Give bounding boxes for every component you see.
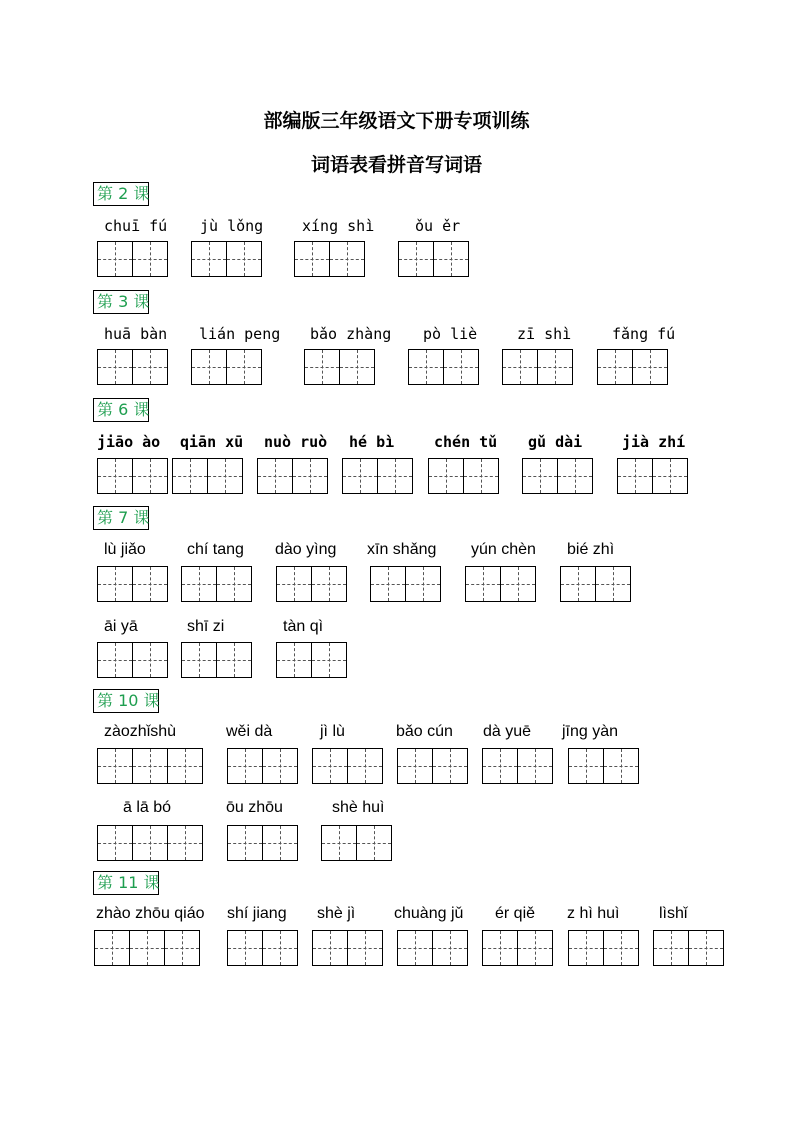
pinyin-prompt: bié zhì xyxy=(567,541,615,558)
tianzige-cell[interactable] xyxy=(617,458,653,494)
tianzige-cell[interactable] xyxy=(443,349,479,385)
page-title: 部编版三年级语文下册专项训练 xyxy=(263,110,530,132)
tianzige-cell[interactable] xyxy=(595,566,631,602)
tianzige-cell[interactable] xyxy=(597,349,633,385)
writing-grid[interactable] xyxy=(568,930,639,966)
writing-grid[interactable] xyxy=(397,748,468,784)
pinyin-prompt: shè jì xyxy=(317,905,356,922)
tianzige-cell[interactable] xyxy=(517,748,553,784)
lesson-label: 第 6 课 xyxy=(93,398,149,422)
tianzige-cell[interactable] xyxy=(347,930,383,966)
pinyin-prompt: ā lā bó xyxy=(123,799,172,816)
writing-grid[interactable] xyxy=(191,241,262,277)
tianzige-cell[interactable] xyxy=(568,930,604,966)
pinyin-prompt: ǒu ěr xyxy=(415,217,461,235)
lesson-label: 第 3 课 xyxy=(93,290,149,314)
pinyin-prompt: tàn qì xyxy=(283,618,324,635)
writing-grid[interactable] xyxy=(482,930,553,966)
pinyin-prompt: ōu zhōu xyxy=(226,799,283,816)
pinyin-prompt: bǎo zhàng xyxy=(310,325,392,343)
pinyin-prompt: chén tǔ xyxy=(434,433,498,451)
writing-grid[interactable] xyxy=(321,825,392,861)
writing-grid[interactable] xyxy=(227,748,298,784)
tianzige-cell[interactable] xyxy=(191,241,227,277)
tianzige-cell[interactable] xyxy=(312,930,348,966)
tianzige-cell[interactable] xyxy=(428,458,464,494)
tianzige-cell[interactable] xyxy=(568,748,604,784)
tianzige-cell[interactable] xyxy=(97,241,133,277)
tianzige-cell[interactable] xyxy=(292,458,328,494)
pinyin-prompt: zī shì xyxy=(517,325,572,343)
pinyin-prompt: dào yìng xyxy=(275,541,337,558)
tianzige-cell[interactable] xyxy=(191,349,227,385)
tianzige-cell[interactable] xyxy=(262,748,298,784)
tianzige-cell[interactable] xyxy=(97,748,133,784)
tianzige-cell[interactable] xyxy=(652,458,688,494)
writing-grid[interactable] xyxy=(97,458,168,494)
tianzige-cell[interactable] xyxy=(97,458,133,494)
tianzige-cell[interactable] xyxy=(688,930,724,966)
tianzige-cell[interactable] xyxy=(262,825,298,861)
pinyin-prompt: shí jiang xyxy=(227,905,287,922)
pinyin-prompt: dà yuē xyxy=(483,723,532,740)
tianzige-cell[interactable] xyxy=(632,349,668,385)
pinyin-prompt: jīng yàn xyxy=(562,723,619,740)
tianzige-cell[interactable] xyxy=(294,241,330,277)
lesson-label: 第 2 课 xyxy=(93,182,149,206)
writing-grid[interactable] xyxy=(560,566,631,602)
tianzige-cell[interactable] xyxy=(167,825,203,861)
tianzige-cell[interactable] xyxy=(167,748,203,784)
tianzige-cell[interactable] xyxy=(502,349,538,385)
writing-grid[interactable] xyxy=(97,825,203,861)
tianzige-cell[interactable] xyxy=(321,825,357,861)
tianzige-cell[interactable] xyxy=(164,930,200,966)
tianzige-cell[interactable] xyxy=(405,566,441,602)
writing-grid[interactable] xyxy=(181,566,252,602)
writing-grid[interactable] xyxy=(342,458,413,494)
tianzige-cell[interactable] xyxy=(537,349,573,385)
writing-grid[interactable] xyxy=(312,930,383,966)
pinyin-prompt: z hì huì xyxy=(567,905,620,922)
pinyin-prompt: zhào zhōu qiáo xyxy=(96,905,205,922)
pinyin-prompt: shī zi xyxy=(187,618,225,635)
tianzige-cell[interactable] xyxy=(329,241,365,277)
tianzige-cell[interactable] xyxy=(408,349,444,385)
tianzige-cell[interactable] xyxy=(653,930,689,966)
tianzige-cell[interactable] xyxy=(517,930,553,966)
tianzige-cell[interactable] xyxy=(463,458,499,494)
tianzige-cell[interactable] xyxy=(339,349,375,385)
writing-grid[interactable] xyxy=(97,349,168,385)
pinyin-prompt: nuò ruò xyxy=(264,433,328,451)
tianzige-cell[interactable] xyxy=(557,458,593,494)
writing-grid[interactable] xyxy=(227,930,298,966)
tianzige-cell[interactable] xyxy=(276,642,312,678)
pinyin-prompt: lián peng xyxy=(199,325,281,343)
tianzige-cell[interactable] xyxy=(356,825,392,861)
pinyin-prompt: pò liè xyxy=(423,325,478,343)
tianzige-cell[interactable] xyxy=(397,748,433,784)
tianzige-cell[interactable] xyxy=(97,349,133,385)
pinyin-prompt: lìshǐ xyxy=(659,905,688,922)
pinyin-prompt: hé bì xyxy=(349,433,395,451)
tianzige-cell[interactable] xyxy=(216,566,252,602)
tianzige-cell[interactable] xyxy=(304,349,340,385)
tianzige-cell[interactable] xyxy=(97,825,133,861)
pinyin-prompt: chí tang xyxy=(187,541,244,558)
writing-grid[interactable] xyxy=(172,458,243,494)
pinyin-prompt: ér qiě xyxy=(495,905,536,922)
tianzige-cell[interactable] xyxy=(603,930,639,966)
pinyin-prompt: gǔ dài xyxy=(528,433,583,451)
tianzige-cell[interactable] xyxy=(347,748,383,784)
pinyin-prompt: bǎo cún xyxy=(396,723,453,740)
writing-grid[interactable] xyxy=(370,566,441,602)
tianzige-cell[interactable] xyxy=(97,566,133,602)
pinyin-prompt: lù jiǎo xyxy=(104,541,146,558)
tianzige-cell[interactable] xyxy=(432,748,468,784)
tianzige-cell[interactable] xyxy=(207,458,243,494)
tianzige-cell[interactable] xyxy=(432,930,468,966)
lesson-label: 第 7 课 xyxy=(93,506,149,530)
tianzige-cell[interactable] xyxy=(311,642,347,678)
writing-grid[interactable] xyxy=(502,349,573,385)
writing-grid[interactable] xyxy=(568,748,639,784)
pinyin-prompt: jì lù xyxy=(320,723,345,740)
pinyin-prompt: chuī fú xyxy=(104,217,168,235)
pinyin-prompt: zàozhǐshù xyxy=(104,723,177,740)
writing-grid[interactable] xyxy=(294,241,365,277)
pinyin-prompt: qiān xū xyxy=(180,433,244,451)
writing-grid[interactable] xyxy=(653,930,724,966)
tianzige-cell[interactable] xyxy=(312,748,348,784)
tianzige-cell[interactable] xyxy=(181,566,217,602)
writing-grid[interactable] xyxy=(312,748,383,784)
writing-grid[interactable] xyxy=(597,349,668,385)
writing-grid[interactable] xyxy=(181,642,252,678)
writing-grid[interactable] xyxy=(408,349,479,385)
pinyin-prompt: xíng shì xyxy=(302,217,375,235)
tianzige-cell[interactable] xyxy=(560,566,596,602)
tianzige-cell[interactable] xyxy=(181,642,217,678)
tianzige-cell[interactable] xyxy=(227,930,263,966)
writing-grid[interactable] xyxy=(617,458,688,494)
tianzige-cell[interactable] xyxy=(132,642,168,678)
writing-grid[interactable] xyxy=(97,748,203,784)
tianzige-cell[interactable] xyxy=(226,349,262,385)
tianzige-cell[interactable] xyxy=(132,458,168,494)
tianzige-cell[interactable] xyxy=(433,241,469,277)
pinyin-prompt: wěi dà xyxy=(226,723,273,740)
tianzige-cell[interactable] xyxy=(465,566,501,602)
tianzige-cell[interactable] xyxy=(342,458,378,494)
tianzige-cell[interactable] xyxy=(311,566,347,602)
tianzige-cell[interactable] xyxy=(132,748,168,784)
writing-grid[interactable] xyxy=(276,566,347,602)
tianzige-cell[interactable] xyxy=(262,930,298,966)
tianzige-cell[interactable] xyxy=(227,825,263,861)
writing-grid[interactable] xyxy=(257,458,328,494)
tianzige-cell[interactable] xyxy=(227,748,263,784)
tianzige-cell[interactable] xyxy=(377,458,413,494)
pinyin-prompt: jù lǒng xyxy=(200,217,264,235)
tianzige-cell[interactable] xyxy=(370,566,406,602)
writing-grid[interactable] xyxy=(97,241,168,277)
tianzige-cell[interactable] xyxy=(132,349,168,385)
writing-grid[interactable] xyxy=(465,566,536,602)
tianzige-cell[interactable] xyxy=(522,458,558,494)
tianzige-cell[interactable] xyxy=(482,748,518,784)
pinyin-prompt: xīn shǎng xyxy=(367,541,437,558)
writing-grid[interactable] xyxy=(227,825,298,861)
tianzige-cell[interactable] xyxy=(397,930,433,966)
writing-grid[interactable] xyxy=(97,566,168,602)
tianzige-cell[interactable] xyxy=(603,748,639,784)
writing-grid[interactable] xyxy=(191,349,262,385)
writing-grid[interactable] xyxy=(398,241,469,277)
tianzige-cell[interactable] xyxy=(132,241,168,277)
tianzige-cell[interactable] xyxy=(94,930,130,966)
pinyin-prompt: jià zhí xyxy=(622,433,686,451)
tianzige-cell[interactable] xyxy=(500,566,536,602)
tianzige-cell[interactable] xyxy=(398,241,434,277)
tianzige-cell[interactable] xyxy=(132,566,168,602)
pinyin-prompt: fǎng fú xyxy=(612,325,676,343)
page-subtitle: 词语表看拼音写词语 xyxy=(310,154,482,176)
tianzige-cell[interactable] xyxy=(482,930,518,966)
writing-grid[interactable] xyxy=(276,642,347,678)
tianzige-cell[interactable] xyxy=(257,458,293,494)
writing-grid[interactable] xyxy=(304,349,375,385)
tianzige-cell[interactable] xyxy=(172,458,208,494)
writing-grid[interactable] xyxy=(397,930,468,966)
writing-grid[interactable] xyxy=(97,642,168,678)
pinyin-prompt: huā bàn xyxy=(104,325,168,343)
tianzige-cell[interactable] xyxy=(276,566,312,602)
tianzige-cell[interactable] xyxy=(132,825,168,861)
writing-grid[interactable] xyxy=(94,930,200,966)
tianzige-cell[interactable] xyxy=(216,642,252,678)
pinyin-prompt: chuàng jǔ xyxy=(394,905,464,922)
pinyin-prompt: yún chèn xyxy=(471,541,536,558)
pinyin-prompt: jiāo ào xyxy=(97,433,161,451)
lesson-label: 第 10 课 xyxy=(93,689,159,713)
writing-grid[interactable] xyxy=(522,458,593,494)
tianzige-cell[interactable] xyxy=(97,642,133,678)
lesson-label: 第 11 课 xyxy=(93,871,159,895)
pinyin-prompt: āi yā xyxy=(104,618,138,635)
tianzige-cell[interactable] xyxy=(226,241,262,277)
tianzige-cell[interactable] xyxy=(129,930,165,966)
pinyin-prompt: shè huì xyxy=(332,799,385,816)
writing-grid[interactable] xyxy=(428,458,499,494)
writing-grid[interactable] xyxy=(482,748,553,784)
